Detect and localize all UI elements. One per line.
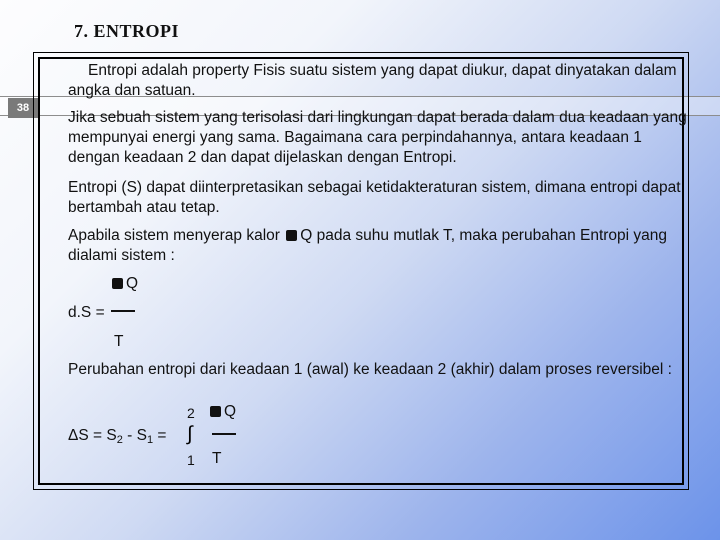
- slide-title: 7. ENTROPI: [74, 21, 180, 41]
- paragraph-interpretation: Entropi (S) dapat diinterpretasikan sebagai ketidakteraturan sistem, dimana entropi dapat bertambah atau tetap.: [68, 179, 681, 216]
- fraction-bar: [212, 433, 236, 435]
- formula1-denominator: T: [114, 333, 124, 350]
- sub-1: 1: [146, 434, 154, 446]
- heat-text-before: Apabila sistem menyerap kalor: [68, 227, 280, 244]
- heat-text-after: Q pada suhu mutlak T, maka perubahan Entropi yang dialami sistem :: [68, 227, 668, 264]
- formula2-lhs: [68, 427, 166, 446]
- formula1-numerator: [110, 275, 138, 293]
- formula1-numerator-text: Q: [126, 275, 139, 292]
- integral-sign: ∫: [187, 423, 193, 445]
- formula2-numerator: [208, 403, 236, 421]
- equals-text: =: [153, 427, 167, 444]
- integral-lower-limit: 1: [187, 452, 195, 468]
- black-square-bullet-icon: [286, 230, 297, 241]
- paragraph-heat-absorption: [68, 226, 688, 266]
- paragraph-reversible: Perubahan entropi dari keadaan 1 (awal) ke keadaan 2 (akhir) dalam proses reversibel :: [68, 361, 672, 378]
- minus-s-text: - S: [122, 427, 147, 444]
- page-number-badge: 38: [8, 98, 38, 118]
- formula2-numerator-text: Q: [224, 403, 237, 420]
- formula2-denominator: T: [212, 450, 222, 467]
- delta-s-text: ΔS = S: [68, 427, 117, 444]
- formula2-fraction-bar: [212, 427, 236, 445]
- black-square-bullet-icon: [112, 278, 123, 289]
- integral-upper-limit: 2: [187, 405, 195, 421]
- formula1-lhs: [68, 304, 135, 322]
- black-square-bullet-icon: [210, 406, 221, 417]
- paragraph-isolated-system: Jika sebuah sistem yang terisolasi dari lingkungan dapat berada dalam dua keadaan yang mempunyai energi yang sama. Bagaimana cara perpindahannya, antara keadaan 1 dengan keadaan 2 dan dapat dijelaskan dengan Entropi.: [68, 109, 687, 166]
- formula1-lhs-text: d.S =: [68, 304, 105, 321]
- sub-2: 2: [116, 434, 123, 446]
- fraction-bar: [111, 310, 135, 312]
- paragraph-definition: Entropi adalah property Fisis suatu sistem yang dapat diukur, dapat dinyatakan dalam angka dan satuan.: [68, 62, 677, 99]
